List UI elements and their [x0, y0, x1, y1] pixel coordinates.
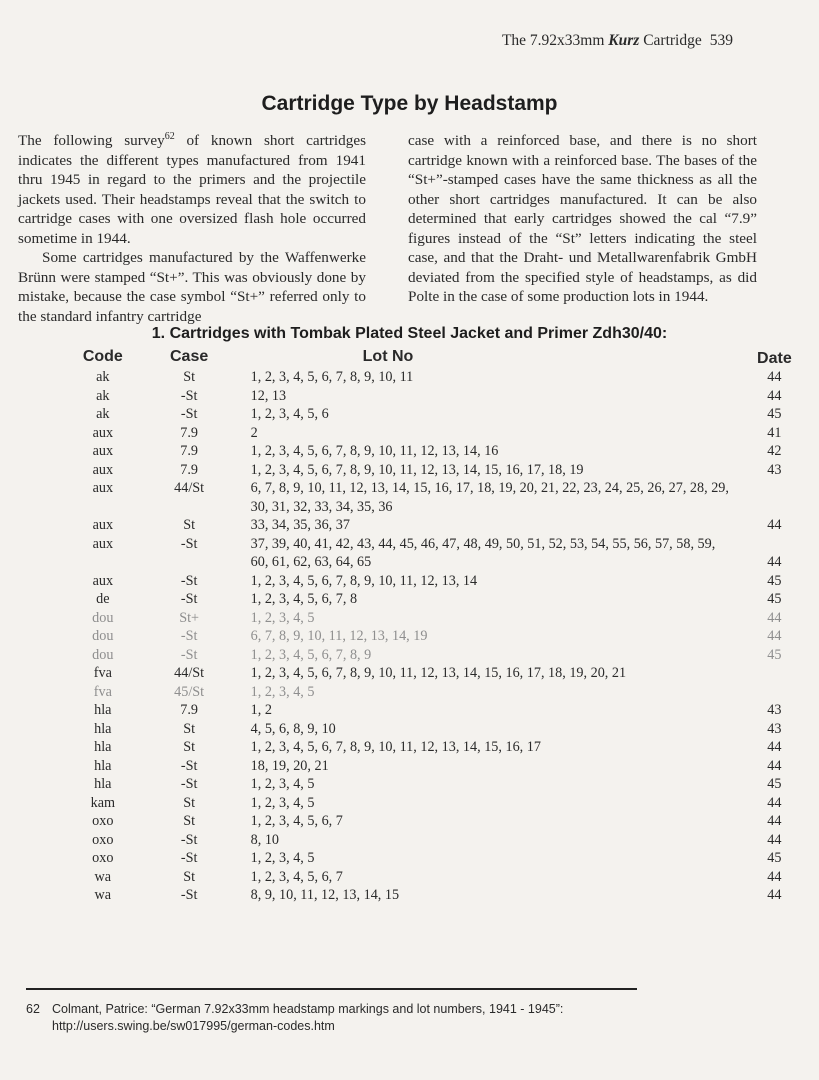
cell-lot: 1, 2, 3, 4, 5, 6, 7, 8: [250, 591, 358, 607]
cell-lot: 33, 34, 35, 36, 37: [250, 517, 350, 533]
cell-code: hla: [94, 720, 112, 737]
table-row: [70, 461, 819, 480]
cell-case: -St: [180, 850, 198, 866]
table-row: [70, 535, 819, 572]
cell-lot: 1, 2, 3, 4, 5: [250, 609, 315, 626]
cell-code: de: [96, 591, 110, 607]
cell-date: 45: [767, 406, 782, 422]
table-row: [70, 683, 819, 702]
table-row: [70, 442, 819, 461]
cell-case: 7.9: [180, 461, 198, 478]
cell-date: 41: [767, 424, 782, 441]
cell-date: 44: [767, 628, 782, 644]
col-header-lot: Lot No: [362, 348, 414, 365]
cell-case: 7.9: [180, 424, 198, 441]
cell-lot: 1, 2, 3, 4, 5, 6: [250, 406, 329, 422]
cell-lot: 18, 19, 20, 21: [250, 757, 329, 774]
cell-code: ak: [96, 387, 110, 404]
cell-code: dou: [92, 628, 114, 644]
cell-case: St+: [179, 609, 200, 626]
cell-case: 44/St: [174, 665, 205, 681]
table-row: [70, 664, 819, 683]
table-row: [70, 720, 819, 739]
table-row: [70, 757, 819, 776]
cell-lot: 8, 9, 10, 11, 12, 13, 14, 15: [250, 887, 400, 903]
cell-code: ak: [96, 406, 110, 422]
cell-date: 45: [767, 646, 782, 663]
p1-text-b: of known short cartridges indicates the different types manufactured from 1941 thru 1945 in regard to the primers and the projectile jackets used. Their headstamps reveal that the switch to cartridge cases with one oversized flash hole occurred sometime in 1944.: [18, 132, 366, 247]
cell-date: 44: [767, 831, 782, 848]
table-body: [70, 368, 819, 905]
cell-case: -St: [180, 776, 198, 792]
footnote-number: 62: [26, 1002, 40, 1016]
cell-code: aux: [92, 443, 114, 459]
cell-case: 44/St: [174, 480, 205, 496]
table-row: [70, 479, 819, 516]
cell-case: St: [183, 720, 196, 737]
right-column: [408, 131, 757, 307]
cell-code: hla: [94, 776, 112, 792]
cell-date: 45: [767, 591, 782, 607]
cell-code: hla: [94, 739, 112, 755]
table-row: [70, 646, 819, 665]
cell-case: -St: [180, 387, 198, 404]
p1-text-a: The following survey: [18, 132, 165, 149]
section-title: Cartridge Type by Headstamp: [261, 92, 558, 115]
cell-lot: 1, 2, 3, 4, 5, 6, 7, 8, 9, 10, 11, 12, 13, 14, 15, 16, 17, 18, 19, 20, 21: [250, 665, 627, 681]
cell-date: 44: [767, 554, 782, 570]
cell-case: 7.9: [180, 702, 198, 718]
table-row: [70, 516, 819, 535]
cell-code: fva: [93, 665, 112, 681]
cell-date: 44: [767, 868, 782, 885]
cell-code: hla: [94, 702, 112, 718]
page-number: 539: [709, 32, 733, 49]
cell-case: -St: [180, 757, 198, 774]
table-row: [70, 812, 819, 831]
cell-lot: 1, 2, 3, 4, 5, 6, 7: [250, 813, 343, 829]
paragraph-2: Some cartridges manufactured by the Waffenwerke Brünn were stamped “St+”. This was obviously done by mistake, because the case symbol “St+” referred only to the standard infantry cartridge: [18, 249, 366, 325]
cell-date: 44: [767, 739, 782, 755]
cell-code: ak: [96, 369, 110, 385]
table-row: [70, 609, 819, 628]
cell-code: aux: [92, 517, 114, 533]
cell-case: -St: [180, 535, 198, 552]
cell-lot: 2: [250, 424, 258, 441]
cell-case: St: [183, 369, 196, 385]
cell-case: St: [183, 739, 196, 755]
cell-case: -St: [180, 591, 198, 607]
cell-lot: 1, 2, 3, 4, 5: [250, 850, 315, 866]
table-row: [70, 831, 819, 850]
table-title: 1. Cartridges with Tombak Plated Steel Jacket and Primer Zdh30/40:: [151, 325, 668, 342]
cell-lot: 6, 7, 8, 9, 10, 11, 12, 13, 14, 19: [250, 628, 428, 644]
cell-date: [730, 683, 819, 702]
cell-date: 44: [767, 757, 782, 774]
cell-lot: 1, 2, 3, 4, 5: [250, 794, 315, 811]
cell-date: 44: [767, 369, 782, 385]
table-row: [70, 405, 819, 424]
cell-case: 7.9: [180, 443, 198, 459]
cell-code: aux: [92, 480, 114, 496]
cell-code: dou: [92, 609, 114, 626]
cell-code: wa: [94, 868, 112, 885]
cell-lot: 1, 2: [250, 702, 272, 718]
cell-code: aux: [92, 424, 114, 441]
cell-lot: 1, 2, 3, 4, 5, 6, 7, 8, 9, 10, 11, 12, 13, 14, 16: [250, 443, 499, 459]
cell-lot: 1, 2, 3, 4, 5, 6, 7, 8, 9, 10, 11, 12, 13, 14: [250, 572, 478, 589]
cell-code: aux: [92, 461, 114, 478]
cell-code: oxo: [92, 831, 114, 848]
table-row: [70, 794, 819, 813]
paragraph-1: [18, 131, 366, 248]
cell-lot: 1, 2, 3, 4, 5, 6, 7, 8, 9, 10, 11, 12, 13, 14, 15, 16, 17, 18, 19: [250, 461, 584, 478]
table-row: [70, 868, 819, 887]
cell-lot: 1, 2, 3, 4, 5, 6, 7, 8, 9, 10, 11, 12, 13, 14, 15, 16, 17: [250, 739, 541, 755]
cell-case: -St: [180, 628, 198, 644]
cell-case: -St: [180, 646, 198, 663]
table-header-row: [70, 346, 819, 368]
col-header-date: Date: [757, 350, 792, 367]
cell-lot: 37, 39, 40, 41, 42, 43, 44, 45, 46, 47, 48, 49, 50, 51, 52, 53, 54, 55, 56, 57, 58, 59, 60, 61, 62, 63, 64, 65: [250, 535, 716, 570]
cell-lot: 1, 2, 3, 4, 5: [250, 683, 315, 700]
cell-code: hla: [94, 757, 112, 774]
cell-date: 44: [767, 387, 782, 404]
col-header-code: Code: [82, 348, 123, 365]
cell-date: 44: [767, 813, 782, 829]
cell-date: 44: [767, 609, 782, 626]
col-header-case: Case: [170, 348, 209, 365]
headstamp-table: [70, 346, 819, 905]
cell-date: 45: [767, 572, 782, 589]
cell-date: 44: [767, 794, 782, 811]
cell-code: aux: [92, 572, 114, 589]
left-column: [18, 131, 366, 326]
header-prefix: The 7.92x33mm: [501, 32, 609, 49]
footnote-text: Colmant, Patrice: “German 7.92x33mm headstamp markings and lot numbers, 1941 - 1945”: http://users.swing.be/sw017995/german-codes.htm: [52, 1002, 564, 1033]
cell-code: aux: [92, 535, 114, 552]
table-row: [70, 627, 819, 646]
cell-code: kam: [90, 794, 116, 811]
table-row: [70, 572, 819, 591]
cell-lot: 1, 2, 3, 4, 5, 6, 7, 8, 9, 10, 11: [250, 369, 414, 385]
table-row: [70, 368, 819, 387]
cell-case: -St: [180, 887, 198, 903]
table-row: [70, 701, 819, 720]
cell-lot: 6, 7, 8, 9, 10, 11, 12, 13, 14, 15, 16, 17, 18, 19, 20, 21, 22, 23, 24, 25, 26, 27, 28, 29, 30, 31, 32, 33, 34, 35, 36: [250, 480, 729, 515]
cell-lot: 8, 10: [250, 831, 280, 848]
cell-case: -St: [180, 572, 198, 589]
cell-date: [730, 664, 819, 683]
cell-lot: 1, 2, 3, 4, 5, 6, 7, 8, 9: [250, 646, 372, 663]
cell-lot: 12, 13: [250, 387, 287, 404]
cell-date: [730, 479, 819, 516]
cell-date: 45: [767, 776, 782, 792]
cell-code: wa: [94, 887, 112, 903]
table-row: [70, 886, 819, 905]
cell-lot: 1, 2, 3, 4, 5: [250, 776, 315, 792]
header-suffix: Cartridge: [639, 32, 702, 49]
cell-date: 43: [767, 720, 782, 737]
table-row: [70, 849, 819, 868]
cell-date: 45: [767, 850, 782, 866]
cell-code: dou: [92, 646, 114, 663]
cell-case: St: [183, 813, 196, 829]
table-row: [70, 424, 819, 443]
cell-code: fva: [93, 683, 112, 700]
cell-date: 43: [767, 461, 782, 478]
table-row: [70, 590, 819, 609]
table-row: [70, 775, 819, 794]
cell-case: St: [183, 517, 196, 533]
table-row: [70, 387, 819, 406]
cell-case: -St: [180, 406, 198, 422]
cell-case: 45/St: [174, 683, 205, 700]
cell-code: oxo: [92, 813, 114, 829]
cell-date: 42: [767, 443, 782, 459]
cell-date: 43: [767, 702, 782, 718]
footnote-rule: [26, 988, 637, 990]
footnote-ref[interactable]: 62: [164, 131, 175, 142]
cell-case: St: [183, 794, 196, 811]
running-header: [502, 32, 733, 50]
cell-case: St: [183, 868, 196, 885]
cell-case: -St: [180, 831, 198, 848]
cell-lot: 4, 5, 6, 8, 9, 10: [250, 720, 336, 737]
paragraph-3: case with a reinforced base, and there is no short cartridge known with a reinforced base. The bases of the “St+”-stamped cases have the same thickness as all the other short cartridges manufactured. It can be also determined that early cartridges showed the cal “7.9” figures instead of the “St” letters indicating the steel case, and that the Draht- und Metallwarenfabrik GmbH deviated from the specified style of headstamps, as did Polte in the case of some production lots in 1944.: [408, 132, 757, 305]
header-italic: Kurz: [608, 32, 640, 49]
cell-code: oxo: [92, 850, 114, 866]
table-row: [70, 738, 819, 757]
cell-date: 44: [767, 887, 782, 903]
cell-date: 44: [767, 517, 782, 533]
cell-lot: 1, 2, 3, 4, 5, 6, 7: [250, 868, 343, 885]
